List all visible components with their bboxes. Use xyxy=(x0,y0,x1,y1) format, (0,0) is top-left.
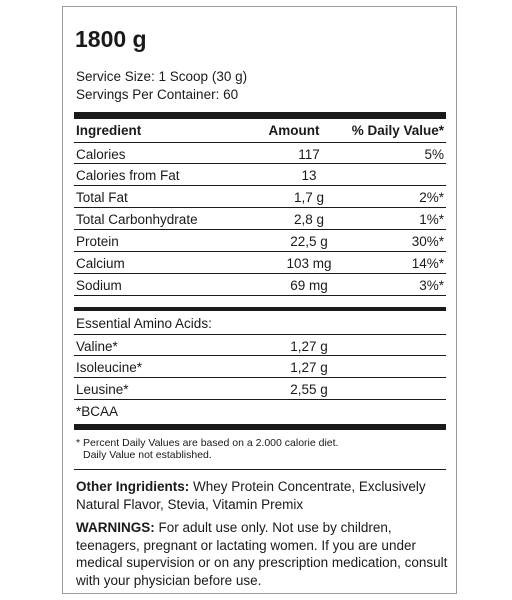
row-name: Calcium xyxy=(76,256,125,271)
header-ingredient: Ingredient xyxy=(76,123,142,138)
table-row xyxy=(74,252,446,274)
table-row xyxy=(74,142,446,164)
table-row xyxy=(74,208,446,230)
row-daily-value: 1%* xyxy=(419,212,444,227)
row-name: Total Carbonhydrate xyxy=(76,212,198,227)
row-amount: 13 xyxy=(301,168,317,183)
table-row xyxy=(74,334,446,356)
table-header xyxy=(74,120,446,142)
other-ingredients xyxy=(76,478,456,513)
other-ingredients-text: Whey Protein Concentrate, Exclusively Natural Flavor, Stevia, Vitamin Premix xyxy=(76,479,426,512)
row-amount: 2,55 g xyxy=(290,382,328,397)
nutrition-label-panel xyxy=(62,6,457,594)
table-row xyxy=(74,230,446,252)
table-row xyxy=(74,164,446,186)
bcaa-note xyxy=(74,400,446,422)
row-name: Total Fat xyxy=(76,190,128,205)
header-daily-value: % Daily Value* xyxy=(351,123,444,138)
row-name: Protein xyxy=(76,234,119,249)
footnote-line-2: Daily Value not established. xyxy=(83,449,212,461)
warnings-label: WARNINGS: xyxy=(76,520,155,535)
net-weight: 1800 g xyxy=(75,26,147,52)
row-name: Sodium xyxy=(76,278,122,293)
row-daily-value: 30%* xyxy=(411,234,444,249)
footnote xyxy=(76,437,338,461)
thick-divider-top xyxy=(74,112,446,119)
row-amount: 69 mg xyxy=(290,278,328,293)
footnote-line-1: * Percent Daily Values are based on a 2.000 calorie diet. xyxy=(76,437,339,449)
table-row xyxy=(74,356,446,378)
table-row xyxy=(74,378,446,400)
row-amount: 1,27 g xyxy=(290,360,328,375)
row-name: Valine* xyxy=(76,339,118,354)
row-daily-value: 2%* xyxy=(419,190,444,205)
serving-size: Service Size: 1 Scoop (30 g) xyxy=(76,69,248,84)
row-amount: 117 xyxy=(298,147,320,162)
row-daily-value: 14%* xyxy=(411,256,444,271)
other-ingredients-label: Other Ingridients: xyxy=(76,479,190,494)
bcaa-note-text: *BCAA xyxy=(76,404,119,419)
row-name: Calories xyxy=(76,147,126,162)
thick-divider-bottom xyxy=(74,424,446,430)
row-amount: 22,5 g xyxy=(290,234,328,249)
table-row xyxy=(74,186,446,208)
thick-divider-amino xyxy=(74,307,446,311)
header-amount: Amount xyxy=(268,123,320,138)
row-name: Isoleucine* xyxy=(76,360,143,375)
nutrition-table xyxy=(74,120,446,296)
amino-label-text: Essential Amino Acids: xyxy=(76,316,212,331)
row-name: Leusine* xyxy=(76,382,129,397)
row-amount: 103 mg xyxy=(286,256,332,271)
amino-acid-table xyxy=(74,312,446,422)
row-amount: 2,8 g xyxy=(293,212,325,227)
row-name: Calories from Fat xyxy=(76,168,180,183)
row-daily-value: 3%* xyxy=(419,278,444,293)
table-row xyxy=(74,274,446,296)
warnings xyxy=(76,519,456,589)
row-daily-value: 5% xyxy=(424,147,444,162)
footnote-divider xyxy=(74,469,446,470)
amino-section-label xyxy=(74,312,446,334)
row-amount: 1,7 g xyxy=(293,190,325,205)
warnings-text: For adult use only. Not use by children, teenagers, pregnant or lactating women. If you are under medical supervision or on any prescription medication, consult with your physician before use. xyxy=(76,520,448,588)
serving-info xyxy=(76,68,247,104)
servings-per-container: Servings Per Container: 60 xyxy=(76,87,239,102)
row-amount: 1,27 g xyxy=(290,339,328,354)
